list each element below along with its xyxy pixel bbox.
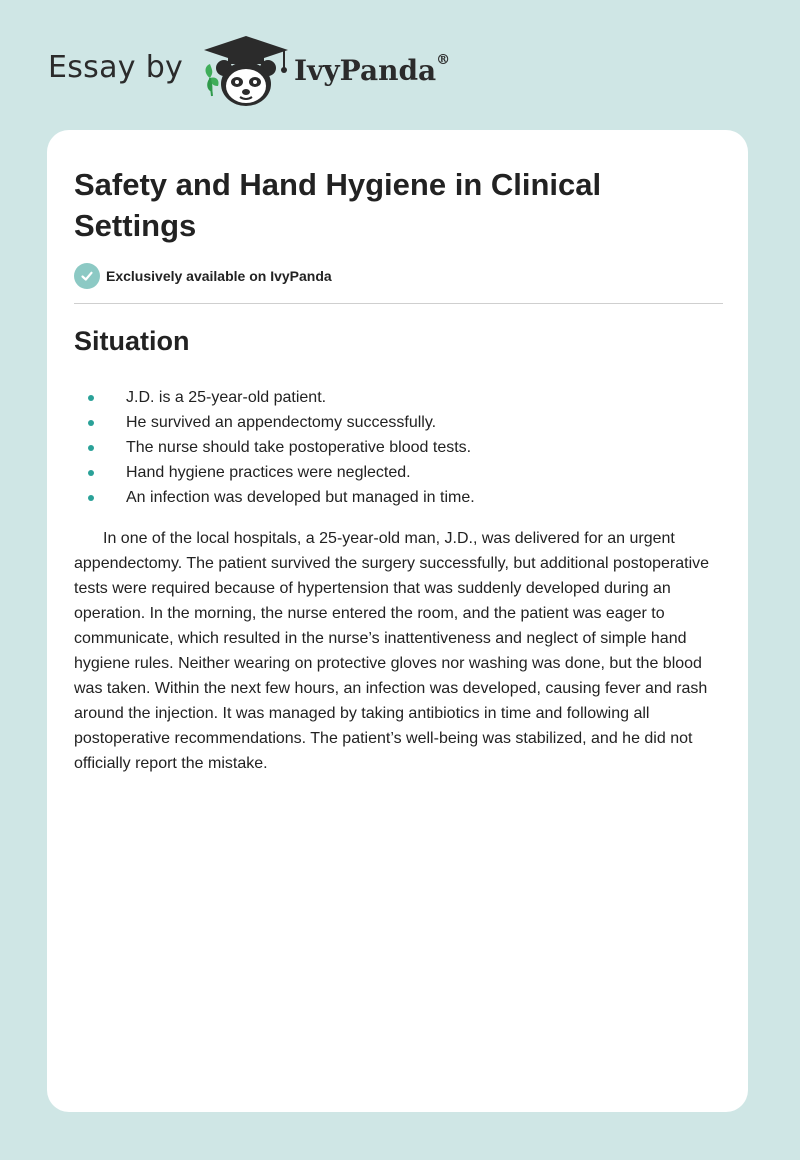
essay-card [47, 130, 748, 1112]
body-paragraph: In one of the local hospitals, a 25-year-old man, J.D., was delivered for an urgent appendectomy. The patient survived the surgery successfully, but additional postoperative tests were required because of hypertension that was suddenly developed during an operation. In the morning, the nurse entered the room, and the patient was eager to communicate, which resulted in the nurse’s inattentiveness and neglect of simple hand hygiene rules. Neither wearing on protective gloves nor washing was done, but the blood was taken. Within the next few hours, an infection was developed, causing fever and rash around the injection. It was managed by taking antibiotics in time and following all postoperative recommendations. The patient’s well-being was stabilized, and he did not officially report the mistake. [74, 530, 710, 772]
brand-name-text: IvyPanda [294, 54, 437, 87]
bullet-icon [88, 470, 94, 476]
bullet-list [74, 385, 714, 510]
registered-mark: ® [436, 52, 451, 68]
bullet-icon [88, 395, 94, 401]
list-item-text: An infection was developed but managed in time. [126, 489, 475, 506]
list-item-text: J.D. is a 25-year-old patient. [126, 389, 327, 406]
exclusive-badge [74, 263, 332, 289]
bullet-icon [88, 495, 94, 501]
section-heading: Situation [74, 326, 190, 356]
page-title: Safety and Hand Hygiene in Clinical Settings [74, 167, 602, 243]
list-item [74, 460, 714, 485]
bullet-icon [88, 420, 94, 426]
list-item-text: He survived an appendectomy successfully. [126, 414, 437, 431]
bullet-icon [88, 445, 94, 451]
divider [74, 303, 723, 304]
essay-by-label: Essay by [48, 50, 184, 85]
list-item [74, 410, 714, 435]
list-item [74, 385, 714, 410]
list-item [74, 435, 714, 460]
list-item-text: Hand hygiene practices were neglected. [126, 464, 411, 481]
list-item-text: The nurse should take postoperative blood tests. [126, 439, 472, 456]
exclusive-label: Exclusively available on IvyPanda [106, 268, 332, 284]
brand-name [294, 54, 450, 87]
site-header [48, 30, 488, 110]
checkmark-icon [74, 263, 100, 289]
list-item [74, 485, 714, 510]
panda-graduate-logo-icon [200, 34, 292, 110]
